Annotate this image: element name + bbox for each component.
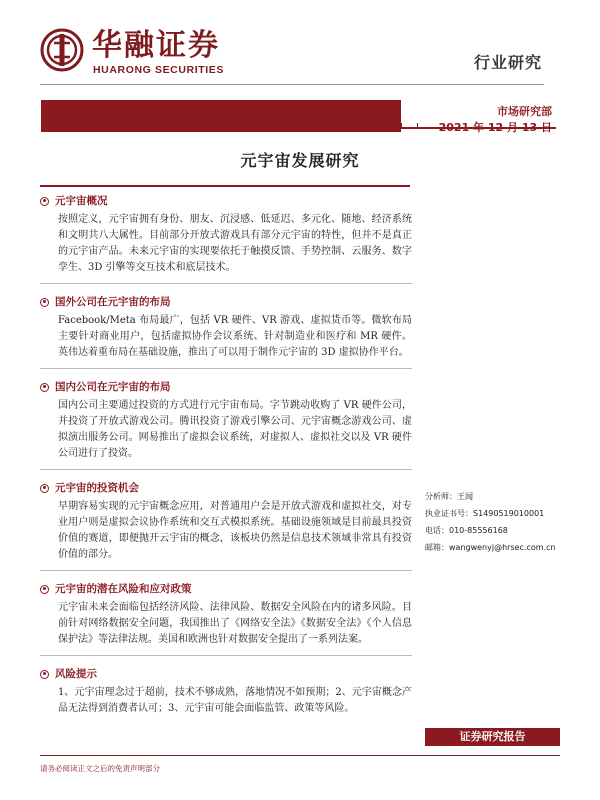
section-body: 1、元宇宙理念过于超前，技术不够成熟，落地情况不如预期；2、元宇宙概念产品无法得到消费者认可；3、元宇宙可能会面临监管、政策等风险。: [58, 687, 412, 714]
huarong-emblem-icon: [40, 28, 84, 72]
department: 市场研究部: [497, 105, 552, 118]
bullet-icon: [40, 298, 49, 307]
section-domestic-companies: [40, 378, 412, 470]
document-title: 元宇宙发展研究: [240, 151, 360, 170]
section-heading: [40, 580, 412, 598]
phone-number: 010-85556168: [449, 526, 508, 535]
header-divider: [40, 84, 544, 85]
logo-english-name: HUARONG SECURITIES: [93, 64, 224, 76]
analyst-name-row: [425, 488, 575, 505]
cert-label: 执业证书号：: [425, 509, 473, 518]
analyst-label: 分析师：: [425, 492, 457, 501]
bullet-icon: [40, 197, 49, 206]
bullet-icon: [40, 484, 49, 493]
section-divider: [40, 655, 412, 656]
report-category-badge: 证券研究报告: [425, 728, 560, 746]
section-heading: [40, 665, 412, 683]
footer-divider: [40, 755, 560, 756]
section-divider: [40, 469, 412, 470]
section-divider: [40, 283, 412, 284]
cert-number: S1490519010001: [473, 509, 545, 518]
analyst-name: 王闻: [457, 492, 473, 501]
section-heading: [40, 192, 412, 210]
section-divider: [40, 368, 412, 369]
bullet-icon: [40, 383, 49, 392]
section-heading-text: 元宇宙概况: [55, 195, 108, 207]
title-divider: [40, 185, 410, 187]
section-heading-text: 元宇宙的潜在风险和应对政策: [55, 583, 192, 595]
disclaimer-note: 请务必阅读正文之后的免责声明部分: [40, 764, 160, 773]
report-date: 2021 年 12 月 13 日: [438, 121, 552, 134]
report-type: 行业研究: [473, 53, 542, 72]
email-address[interactable]: wangwenyj@hrsec.com.cn: [449, 543, 556, 552]
section-divider: [40, 570, 412, 571]
analyst-cert-row: [425, 505, 575, 522]
huarong-logo: [40, 28, 310, 76]
bullet-icon: [40, 670, 49, 679]
email-label: 邮箱：: [425, 543, 449, 552]
section-heading-text: 国内公司在元宇宙的布局: [55, 381, 171, 393]
section-heading-text: 国外公司在元宇宙的布局: [55, 296, 171, 308]
section-body: 按照定义，元宇宙拥有身份、朋友、沉浸感、低延迟、多元化、随地、经济系统和文明共八大属性。目前部分开放式游戏具有部分元宇宙的特性，但并不是真正的元宇宙产品。未来元宇宙的实现要依托于触摸反馈、手势控制、云服务、数字孪生、3D 引擎等交互技术和底层技术。: [58, 214, 412, 273]
section-heading: [40, 293, 412, 311]
banner-tick: [417, 123, 418, 129]
section-heading-text: 风险提示: [55, 668, 97, 680]
section-risk-warning: [40, 665, 412, 717]
section-overview: [40, 192, 412, 284]
phone-label: 电话：: [425, 526, 449, 535]
section-foreign-companies: [40, 293, 412, 369]
section-body: 国内公司主要通过投资的方式进行元宇宙布局。字节跳动收购了 VR 硬件公司，并投资了开放式游戏公司。腾讯投资了游戏引擎公司、元宇宙概念游戏公司、虚拟演出服务公司。网易推出了虚拟会议系统，对虚拟人、虚拟社交以及 VR 硬件公司进行了投资。: [58, 400, 412, 459]
analyst-info: [425, 488, 575, 556]
section-body: Facebook/Meta 布局最广，包括 VR 硬件、VR 游戏、虚拟货币等。微软布局主要针对商业用户，包括虚拟协作会议系统、针对制造业和医疗和 MR 硬件。英伟达着重布局在基础设施，推出了可以用于制作元宇宙的 3D 虚拟协作平台。: [58, 315, 412, 358]
banner-tick: [401, 123, 402, 129]
section-heading: [40, 378, 412, 396]
section-body: 早期容易实现的元宇宙概念应用，对普通用户会是开放式游戏和虚拟社交，对专业用户则是虚拟会议协作系统和交互式模拟系统。基础设施领域是目前最具投资价值的赛道，即便抛开云宇宙的概念，该板块仍然是信息技术领域非常具有投资价值的部分。: [58, 501, 412, 560]
bullet-icon: [40, 585, 49, 594]
section-heading: [40, 479, 412, 497]
section-heading-text: 元宇宙的投资机会: [55, 482, 139, 494]
section-investment: [40, 479, 412, 571]
section-risks-policy: [40, 580, 412, 656]
logo-chinese-name: 华融证券: [92, 28, 220, 63]
analyst-phone-row: [425, 522, 575, 539]
summary-column: [40, 192, 412, 726]
banner-red-block: [41, 100, 401, 132]
section-body: 元宇宙未来会面临包括经济风险、法律风险、数据安全风险在内的诸多风险。目前针对网络数据安全问题，我国推出了《网络安全法》《数据安全法》《个人信息保护法》等法律法规。美国和欧洲也针对数据安全提出了一系列法案。: [58, 602, 412, 645]
analyst-email-row: [425, 539, 575, 556]
